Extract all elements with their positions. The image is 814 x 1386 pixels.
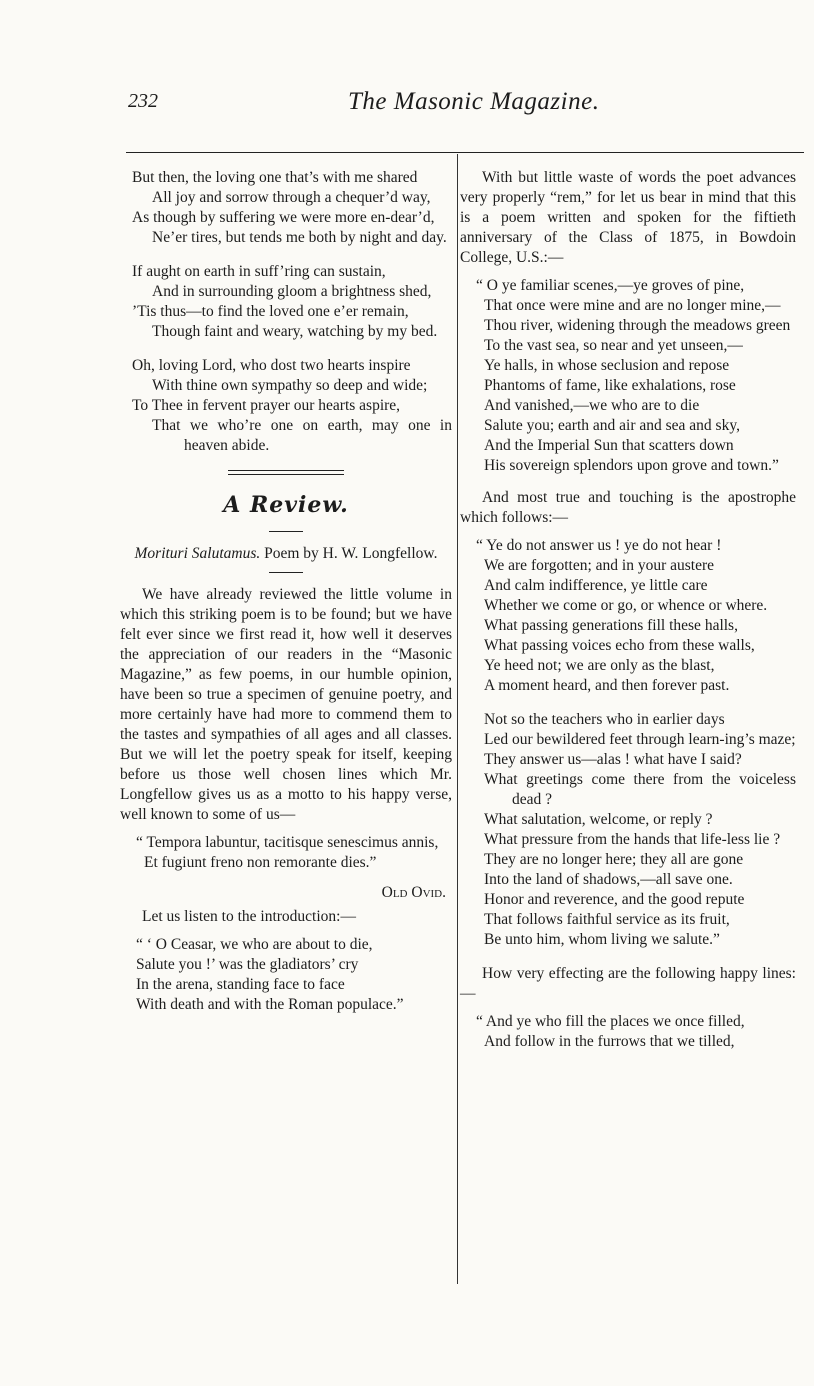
verse-line: And in surrounding gloom a brightness shed, xyxy=(152,283,432,300)
verse-line: What passing voices echo from these walls, xyxy=(484,637,755,654)
section-rule xyxy=(228,470,344,475)
verse-line: What pressure from the hands that life-less lie ? xyxy=(484,831,781,848)
motto-attribution: Old Ovid. xyxy=(381,884,446,901)
review-work-title: Morituri Salutamus. xyxy=(134,545,261,562)
verse-line: Ne’er tires, but tends me both by night and day. xyxy=(152,229,447,246)
stanza xyxy=(460,710,796,950)
verse-line: ’Tis thus—to find the loved one e’er remain, xyxy=(132,303,409,320)
verse-line: With thine own sympathy so deep and wide; xyxy=(152,377,428,394)
verse-line: “ Tempora labuntur, tacitisque senescimus annis, xyxy=(136,834,439,851)
left-column xyxy=(120,168,452,1025)
intro-lead: Let us listen to the introduction:— xyxy=(142,908,356,925)
motto-quote xyxy=(120,833,452,873)
verse-line: Ye halls, in whose seclusion and repose xyxy=(484,357,730,374)
stanza xyxy=(120,356,452,456)
heading-rule xyxy=(269,531,303,532)
verse-line: If aught on earth in suff’ring can sustain, xyxy=(132,263,386,280)
column-divider xyxy=(457,154,458,1284)
page-header xyxy=(0,88,814,128)
verse-line: They answer us—alas ! what have I said? xyxy=(484,751,742,768)
verse-line: But then, the loving one that’s with me shared xyxy=(132,169,418,186)
verse-line: Honor and reverence, and the good repute xyxy=(484,891,745,908)
right-column xyxy=(460,168,796,1062)
quote-1 xyxy=(460,276,796,476)
verse-line: His sovereign splendors upon grove and town.” xyxy=(484,457,779,474)
quote-2 xyxy=(460,536,796,950)
page-number: 232 xyxy=(128,90,158,112)
verse-line: “ O ye familiar scenes,—ye groves of pine, xyxy=(476,277,745,294)
verse-line: Not so the teachers who in earlier days xyxy=(484,711,725,728)
verse-line: Salute you !’ was the gladiators’ cry xyxy=(136,956,359,973)
paragraph-3: How very effecting are the following happy lines:— xyxy=(460,965,796,1002)
poem xyxy=(120,168,452,456)
verse-line: Phantoms of fame, like exhalations, rose xyxy=(484,377,736,394)
verse-line: That once were mine and are no longer mine,— xyxy=(484,297,781,314)
verse-line: To Thee in fervent prayer our hearts aspire, xyxy=(132,397,401,414)
verse-line: And follow in the furrows that we tilled, xyxy=(484,1033,735,1050)
verse-line: Into the land of shadows,—all save one. xyxy=(484,871,733,888)
verse-line: Salute you; earth and air and sea and sky, xyxy=(484,417,740,434)
paragraph-1: With but little waste of words the poet advances very properly “rem,” for let us bear in mind that this is a poem written and spoken for the fiftieth anniversary of the Class of 1875, in Bowdoin College, U.S.:— xyxy=(460,169,796,266)
verse-line: Thou river, widening through the meadows green xyxy=(484,317,791,334)
verse-line: “ ‘ O Ceasar, we who are about to die, xyxy=(136,936,373,953)
verse-line: And the Imperial Sun that scatters down xyxy=(484,437,734,454)
verse-line: What greetings come there from the voiceless dead ? xyxy=(484,771,796,808)
stanza xyxy=(120,168,452,248)
paragraph-2: And most true and touching is the apostrophe which follows:— xyxy=(460,489,796,526)
intro-paragraph: We have already reviewed the little volume in which this striking poem is to be found; but we have felt ever since we first read it, how well it deserves the appreciation of our readers in the “Masonic Magazine,” as few poems, in our humble opinion, have been so true a specimen of genuine poetry, and more certainly have had more to commend them to the tastes and sympathies of all ages and all classes. But we will let the poetry speak for itself, keeping before us those well chosen lines which Mr. Longfellow gives us as a motto to his happy verse, well known to some of us— xyxy=(120,586,452,823)
verse-line: What passing generations fill these halls, xyxy=(484,617,738,634)
verse-line: Led our bewildered feet through learn-ing’s maze; xyxy=(484,731,796,748)
verse-line: And vanished,—we who are to die xyxy=(484,397,700,414)
verse-line: They are no longer here; they all are gone xyxy=(484,851,744,868)
verse-line: Though faint and weary, watching by my bed. xyxy=(152,323,438,340)
verse-line: In the arena, standing face to face xyxy=(136,976,345,993)
quote-3 xyxy=(460,1012,796,1052)
verse-line: “ Ye do not answer us ! ye do not hear ! xyxy=(476,537,722,554)
header-rule xyxy=(126,152,804,153)
review-title xyxy=(120,544,452,564)
verse-line: “ And ye who fill the places we once filled, xyxy=(476,1013,745,1030)
verse-line: To the vast sea, so near and yet unseen,— xyxy=(484,337,743,354)
verse-line: With death and with the Roman populace.” xyxy=(136,996,404,1013)
verse-line: We are forgotten; and in your austere xyxy=(484,557,715,574)
verse-line: A moment heard, and then forever past. xyxy=(484,677,730,694)
section-heading: A Review. xyxy=(223,492,349,518)
verse-line: And calm indifference, ye little care xyxy=(484,577,708,594)
verse-line: Be unto him, whom living we salute.” xyxy=(484,931,720,948)
verse-line: All joy and sorrow through a chequer’d way, xyxy=(152,189,431,206)
verse-line: As though by suffering we were more en-dear’d, xyxy=(132,209,435,226)
verse-line: Oh, loving Lord, who dost two hearts inspire xyxy=(132,357,411,374)
stanza xyxy=(120,262,452,342)
verse-line: That follows faithful service as its fruit, xyxy=(484,911,730,928)
introduction-quote xyxy=(120,935,452,1015)
review-work-subtitle: Poem by H. W. Longfellow. xyxy=(264,545,438,562)
verse-line: Whether we come or go, or whence or where. xyxy=(484,597,768,614)
running-title: The Masonic Magazine. xyxy=(348,88,600,115)
title-rule xyxy=(269,572,303,573)
stanza xyxy=(460,536,796,696)
verse-line: Et fugiunt freno non remorante dies.” xyxy=(144,854,377,871)
verse-line: That we who’re one on earth, may one in heaven abide. xyxy=(152,417,452,454)
verse-line: Ye heed not; we are only as the blast, xyxy=(484,657,715,674)
verse-line: What salutation, welcome, or reply ? xyxy=(484,811,713,828)
